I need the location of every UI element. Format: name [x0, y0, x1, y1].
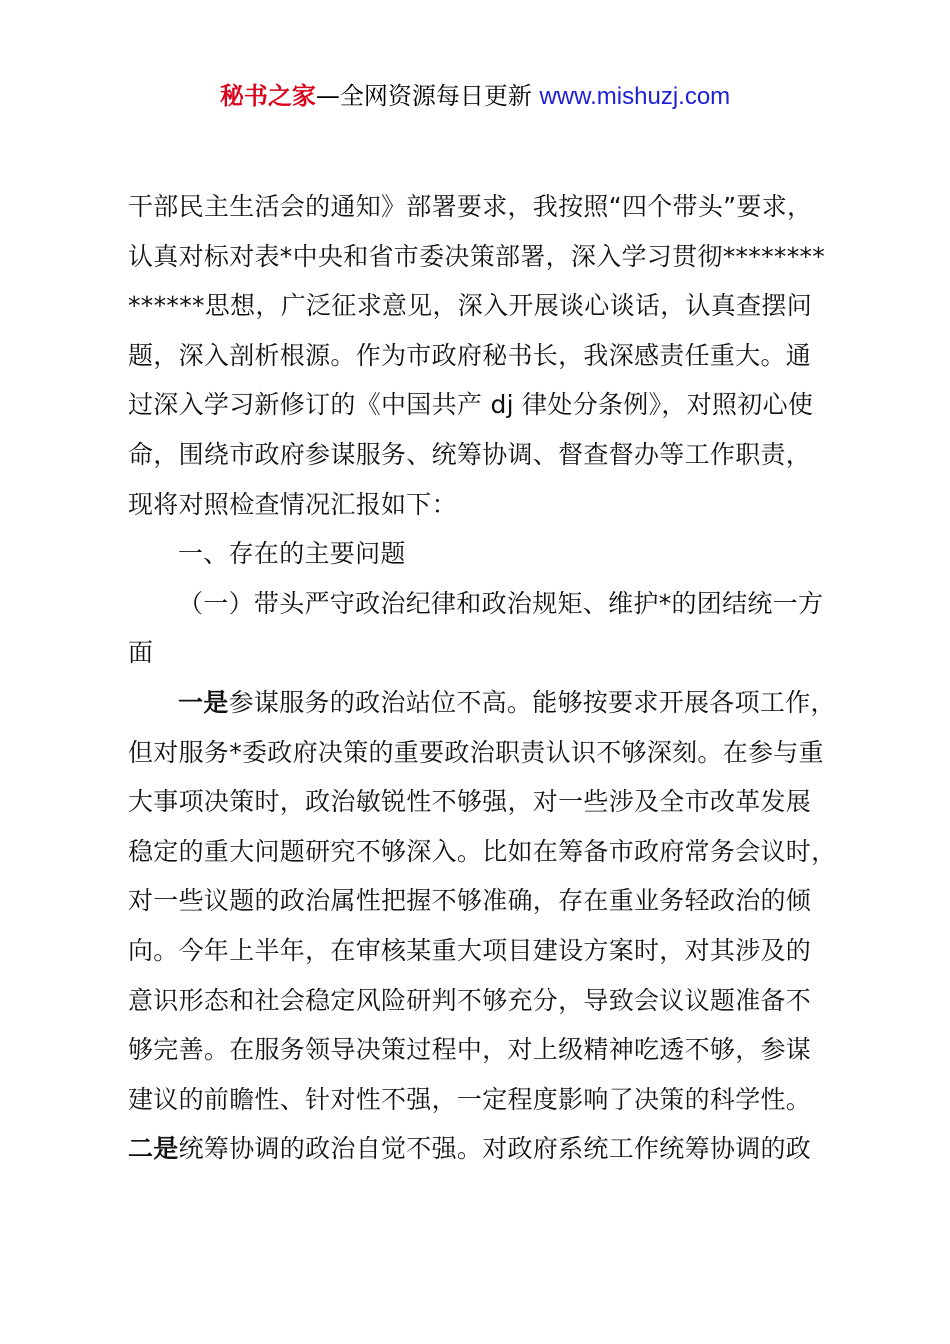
page-header — [0, 80, 950, 113]
point-two-label: 二是 — [128, 1134, 179, 1164]
body-line: 对一些议题的政治属性把握不够准确，存在重业务轻政治的倾 — [128, 886, 812, 916]
body-line: 够完善。在服务领导决策过程中，对上级精神吃透不够，参谋 — [128, 1035, 812, 1065]
brand-name: 秘书之家 — [219, 82, 316, 110]
site-url[interactable]: www.mishuzj.com — [539, 83, 731, 110]
point-one-text: 参谋服务的政治站位不高。能够按要求开展各项工作， — [228, 687, 836, 717]
body-line: 但对服务*委政府决策的重要政治职责认识不够深刻。在参与重 — [128, 737, 824, 767]
subsection-heading: （一）带头严守政治纪律和政治规矩、维护*的团结统一方 — [178, 588, 824, 618]
point-one-label: 一是 — [178, 687, 229, 717]
body-line: 大事项决策时，政治敏锐性不够强，对一些涉及全市改革发展 — [128, 787, 812, 817]
document-body — [128, 182, 837, 1174]
point-two-text: 统筹协调的政治自觉不强。对政府系统工作统筹协调的政 — [178, 1134, 812, 1164]
body-line: 干部民主生活会的通知》部署要求，我按照“四个带头”要求， — [128, 192, 813, 221]
body-line: 向。今年上半年，在审核某重大项目建设方案时，对其涉及的 — [128, 935, 812, 965]
body-line: 现将对照检查情况汇报如下： — [128, 489, 457, 519]
header-tagline: —全网资源每日更新 — [315, 82, 540, 110]
section-heading: 一、存在的主要问题 — [178, 539, 406, 569]
body-line: 认真对标对表*中央和省市委决策部署，深入学习贯彻******** — [128, 241, 826, 271]
body-line: 过深入学习新修订的《中国共产 dj 律处分条例》，对照初心使 — [128, 390, 814, 420]
body-line: 建议的前瞻性、针对性不强，一定程度影响了决策的科学性。 — [128, 1084, 812, 1114]
body-line: 稳定的重大问题研究不够深入。比如在筹备市政府常务会议时， — [128, 836, 837, 866]
body-line: 命，围绕市政府参谋服务、统筹协调、督查督办等工作职责， — [128, 439, 812, 469]
subsection-heading-cont: 面 — [128, 638, 154, 668]
body-line: ******思想，广泛征求意见，深入开展谈心谈话，认真查摆问 — [128, 291, 813, 321]
body-line: 意识形态和社会稳定风险研判不够充分，导致会议议题准备不 — [128, 985, 812, 1015]
point-two-first-line — [128, 1124, 832, 1174]
body-line: 题，深入剖析根源。作为市政府秘书长，我深感责任重大。通 — [128, 340, 812, 370]
point-one-first-line — [128, 678, 836, 728]
